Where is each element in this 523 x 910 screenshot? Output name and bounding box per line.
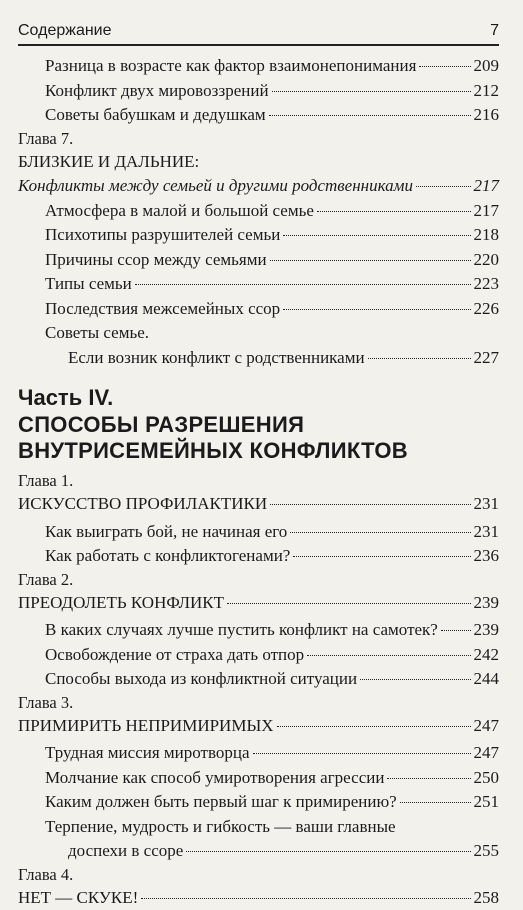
toc-entry[interactable]: Освобождение от страха дать отпор 242	[18, 643, 499, 668]
toc-entry[interactable]: Молчание как способ умиротворения агрессии 250	[18, 766, 499, 791]
chapter-title[interactable]: ИСКУССТВО ПРОФИЛАКТИКИ 231	[18, 492, 499, 517]
toc-entry-wrapped-line2[interactable]: доспехи в ссоре 255	[18, 839, 499, 864]
toc-entry[interactable]: Как работать с конфликтогенами? 236	[18, 544, 499, 569]
toc-entry[interactable]: Каким должен быть первый шаг к примирению? 251	[18, 790, 499, 815]
chapter-label: Глава 3.	[18, 692, 499, 714]
table-of-contents	[18, 54, 499, 910]
chapter-subtitle[interactable]: Конфликты между семьей и другими родственниками 217	[18, 174, 499, 199]
chapter-label: Глава 7.	[18, 128, 499, 150]
page-header	[18, 14, 499, 46]
toc-entry[interactable]: Способы выхода из конфликтной ситуации 244	[18, 667, 499, 692]
toc-entry[interactable]: Последствия межсемейных ссор 226	[18, 297, 499, 322]
toc-entry[interactable]: Атмосфера в малой и большой семье 217	[18, 199, 499, 224]
toc-entry[interactable]: Советы бабушкам и дедушкам 216	[18, 103, 499, 128]
toc-entry[interactable]: Как выиграть бой, не начиная его 231	[18, 520, 499, 545]
toc-entry[interactable]: Типы семьи 223	[18, 272, 499, 297]
part-label: Часть IV.	[18, 384, 499, 412]
toc-entry[interactable]: Разница в возрасте как фактор взаимонепонимания 209	[18, 54, 499, 79]
chapter-title[interactable]: НЕТ — СКУКЕ! 258	[18, 886, 499, 910]
toc-entry[interactable]: Психотипы разрушителей семьи 218	[18, 223, 499, 248]
toc-entry-wrapped-line1[interactable]: Терпение, мудрость и гибкость — ваши главные	[18, 815, 499, 840]
toc-entry[interactable]: Трудная миссия миротворца 247	[18, 741, 499, 766]
chapter-label: Глава 4.	[18, 864, 499, 886]
toc-entry[interactable]: Конфликт двух мировоззрений 212	[18, 79, 499, 104]
toc-entry[interactable]: Причины ссор между семьями 220	[18, 248, 499, 273]
running-head-title: Содержание	[18, 22, 112, 40]
part-title[interactable]: СПОСОБЫ РАЗРЕШЕНИЯ ВНУТРИСЕМЕЙНЫХ КОНФЛИКТОВ	[18, 412, 499, 464]
toc-entry[interactable]: Если возник конфликт с родственниками 227	[18, 346, 499, 371]
chapter-label: Глава 2.	[18, 569, 499, 591]
chapter-title[interactable]: ПРИМИРИТЬ НЕПРИМИРИМЫХ 247	[18, 714, 499, 739]
toc-entry[interactable]: В каких случаях лучше пустить конфликт на самотек? 239	[18, 618, 499, 643]
chapter-title[interactable]: БЛИЗКИЕ И ДАЛЬНИЕ:	[18, 150, 499, 175]
page-number: 7	[490, 22, 499, 40]
toc-entry-advice[interactable]: Советы семье.	[18, 321, 499, 346]
chapter-title[interactable]: ПРЕОДОЛЕТЬ КОНФЛИКТ 239	[18, 591, 499, 616]
chapter-label: Глава 1.	[18, 470, 499, 492]
